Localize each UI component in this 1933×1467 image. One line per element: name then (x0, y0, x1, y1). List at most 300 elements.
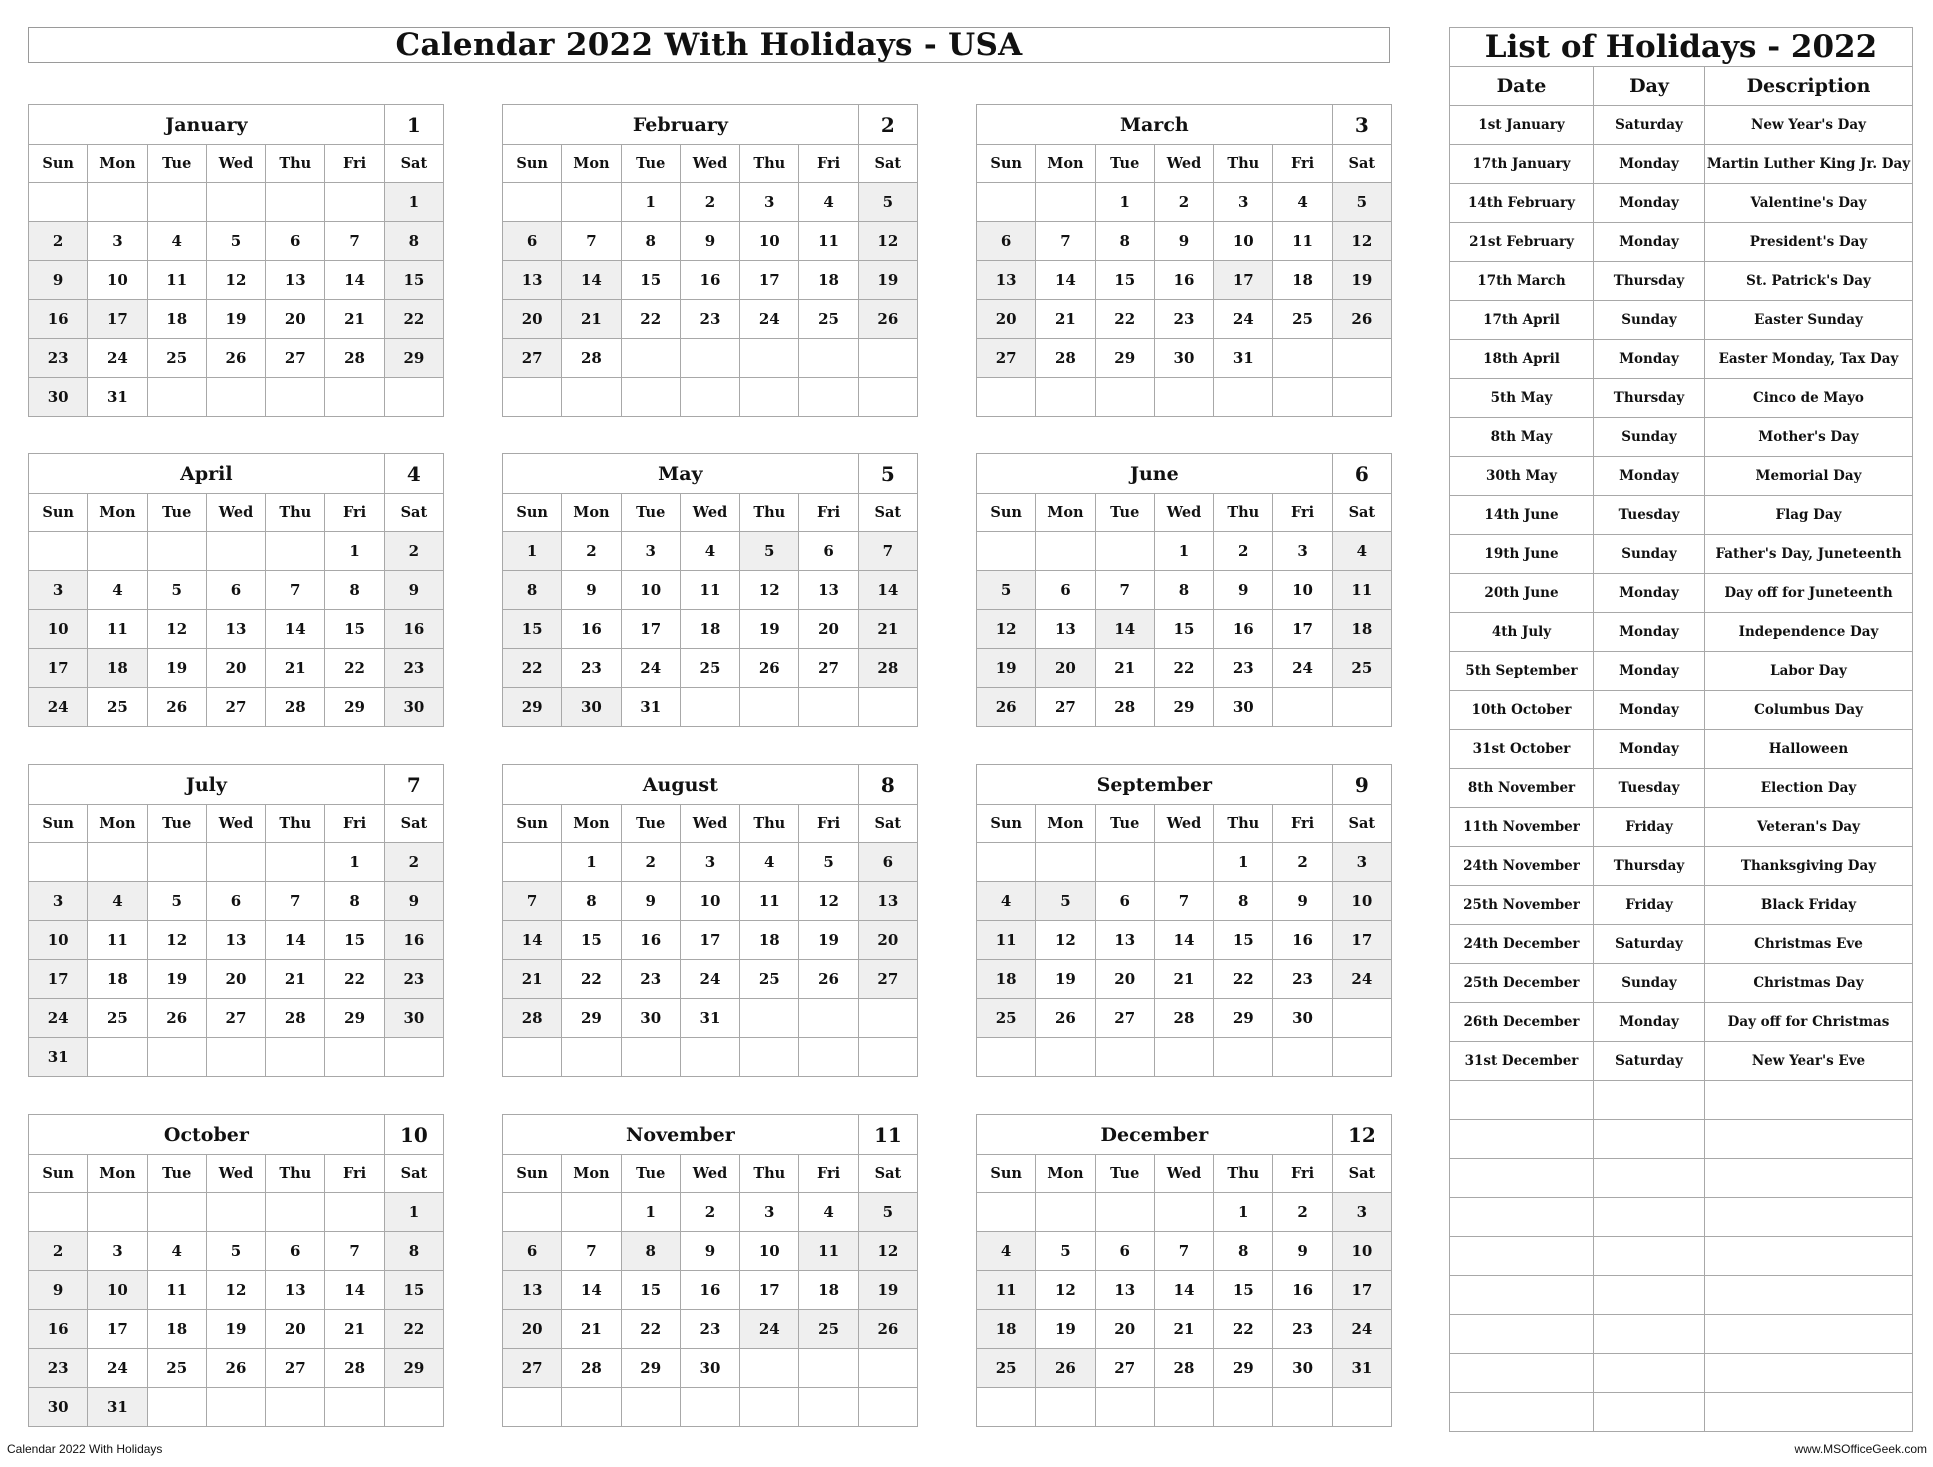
day-cell (562, 1388, 621, 1427)
holiday-row (1450, 1003, 1913, 1042)
day-cell (503, 1038, 562, 1077)
day-cell: 30 (1214, 688, 1273, 727)
day-cell: 11 (88, 921, 147, 960)
day-cell (325, 1388, 384, 1427)
day-cell (147, 183, 206, 222)
month-name: July (29, 765, 385, 805)
holiday-date: 26th December (1450, 1003, 1594, 1042)
weekday-header: Tue (147, 805, 206, 843)
day-cell: 30 (1273, 999, 1332, 1038)
day-cell: 25 (1273, 300, 1332, 339)
month-number: 9 (1332, 765, 1391, 805)
day-cell: 21 (1095, 649, 1154, 688)
weekday-header: Mon (1036, 805, 1095, 843)
day-cell: 1 (621, 1193, 680, 1232)
day-cell: 19 (977, 649, 1036, 688)
day-cell (621, 1038, 680, 1077)
holiday-row (1450, 535, 1913, 574)
day-cell: 13 (1095, 1271, 1154, 1310)
day-cell: 24 (1332, 1310, 1391, 1349)
day-cell (206, 1193, 265, 1232)
day-cell (562, 183, 621, 222)
day-cell: 30 (680, 1349, 739, 1388)
day-cell: 18 (740, 921, 799, 960)
day-cell: 28 (858, 649, 917, 688)
day-cell (740, 688, 799, 727)
weekday-header: Tue (147, 1155, 206, 1193)
day-cell: 4 (680, 532, 739, 571)
day-cell: 1 (1214, 1193, 1273, 1232)
day-cell (1154, 1388, 1213, 1427)
day-cell: 12 (147, 610, 206, 649)
holiday-row (1450, 301, 1913, 340)
holiday-description (1705, 1081, 1913, 1120)
holiday-day: Monday (1594, 223, 1705, 262)
day-cell (147, 1193, 206, 1232)
day-cell (325, 183, 384, 222)
holiday-day: Monday (1594, 691, 1705, 730)
day-cell: 9 (1273, 1232, 1332, 1271)
day-cell: 22 (1154, 649, 1213, 688)
day-cell: 24 (88, 339, 147, 378)
day-cell: 8 (384, 222, 443, 261)
day-cell: 9 (1273, 882, 1332, 921)
day-cell (799, 378, 858, 417)
day-cell: 27 (206, 688, 265, 727)
day-cell: 8 (621, 1232, 680, 1271)
weekday-header: Tue (1095, 805, 1154, 843)
holiday-row (1450, 145, 1913, 184)
day-cell (858, 378, 917, 417)
day-cell: 11 (977, 1271, 1036, 1310)
day-cell (88, 183, 147, 222)
day-cell (29, 1193, 88, 1232)
day-cell: 17 (88, 300, 147, 339)
day-cell: 5 (1036, 1232, 1095, 1271)
day-cell: 3 (88, 222, 147, 261)
day-cell: 6 (206, 571, 265, 610)
weekday-header: Thu (740, 145, 799, 183)
holiday-description (1705, 1315, 1913, 1354)
day-cell: 6 (503, 1232, 562, 1271)
day-cell: 22 (1214, 960, 1273, 999)
day-cell: 9 (29, 1271, 88, 1310)
holiday-day (1594, 1081, 1705, 1120)
day-cell: 20 (266, 1310, 325, 1349)
holiday-row (1450, 730, 1913, 769)
day-cell (1332, 339, 1391, 378)
day-cell (1095, 1388, 1154, 1427)
day-cell: 2 (621, 843, 680, 882)
day-cell: 4 (147, 1232, 206, 1271)
day-cell: 18 (799, 1271, 858, 1310)
day-cell: 18 (977, 1310, 1036, 1349)
day-cell: 31 (621, 688, 680, 727)
day-cell: 6 (977, 222, 1036, 261)
day-cell: 18 (1332, 610, 1391, 649)
day-cell (1095, 532, 1154, 571)
day-cell: 19 (206, 1310, 265, 1349)
holiday-day: Sunday (1594, 418, 1705, 457)
day-cell (1273, 339, 1332, 378)
day-cell: 28 (266, 688, 325, 727)
day-cell: 16 (562, 610, 621, 649)
holiday-row (1450, 1120, 1913, 1159)
day-cell: 11 (1332, 571, 1391, 610)
day-cell: 22 (621, 300, 680, 339)
day-cell: 24 (1273, 649, 1332, 688)
day-cell: 26 (206, 339, 265, 378)
holiday-description (1705, 1393, 1913, 1432)
day-cell: 19 (858, 261, 917, 300)
holiday-day (1594, 1159, 1705, 1198)
day-cell: 7 (1036, 222, 1095, 261)
day-cell (1332, 688, 1391, 727)
holiday-row (1450, 418, 1913, 457)
holiday-row (1450, 574, 1913, 613)
day-cell: 30 (621, 999, 680, 1038)
weekday-header: Thu (1214, 1155, 1273, 1193)
day-cell: 26 (858, 300, 917, 339)
day-cell: 24 (680, 960, 739, 999)
day-cell: 9 (384, 882, 443, 921)
month-name: February (503, 105, 859, 145)
day-cell: 18 (1273, 261, 1332, 300)
day-cell: 25 (740, 960, 799, 999)
day-cell: 10 (29, 610, 88, 649)
day-cell: 29 (621, 1349, 680, 1388)
holiday-date: 17th April (1450, 301, 1594, 340)
day-cell: 13 (503, 1271, 562, 1310)
holiday-description: Martin Luther King Jr. Day (1705, 145, 1913, 184)
day-cell: 7 (325, 1232, 384, 1271)
holiday-date: 31st October (1450, 730, 1594, 769)
holiday-date: 17th January (1450, 145, 1594, 184)
day-cell: 15 (1214, 921, 1273, 960)
day-cell (88, 532, 147, 571)
day-cell (977, 183, 1036, 222)
day-cell: 25 (1332, 649, 1391, 688)
day-cell: 26 (977, 688, 1036, 727)
day-cell: 12 (1332, 222, 1391, 261)
holiday-day: Friday (1594, 886, 1705, 925)
day-cell (858, 999, 917, 1038)
day-cell: 5 (147, 882, 206, 921)
day-cell: 14 (1154, 1271, 1213, 1310)
holiday-date (1450, 1237, 1594, 1276)
day-cell: 19 (858, 1271, 917, 1310)
day-cell: 9 (680, 222, 739, 261)
day-cell: 16 (680, 1271, 739, 1310)
holiday-date: 17th March (1450, 262, 1594, 301)
day-cell (680, 1388, 739, 1427)
weekday-header: Sun (29, 494, 88, 532)
weekday-header: Tue (621, 494, 680, 532)
holiday-description: Veteran's Day (1705, 808, 1913, 847)
day-cell (1036, 183, 1095, 222)
day-cell: 7 (562, 222, 621, 261)
day-cell: 14 (266, 921, 325, 960)
holiday-date: 25th December (1450, 964, 1594, 1003)
day-cell: 21 (325, 1310, 384, 1349)
holiday-description: Day off for Juneteenth (1705, 574, 1913, 613)
day-cell (740, 1349, 799, 1388)
day-cell: 2 (1154, 183, 1213, 222)
day-cell (740, 378, 799, 417)
weekday-header: Sat (384, 1155, 443, 1193)
day-cell: 3 (1332, 1193, 1391, 1232)
day-cell: 25 (147, 339, 206, 378)
day-cell: 17 (1273, 610, 1332, 649)
day-cell: 6 (1036, 571, 1095, 610)
day-cell: 16 (29, 1310, 88, 1349)
day-cell: 1 (325, 532, 384, 571)
day-cell (799, 688, 858, 727)
day-cell: 1 (1095, 183, 1154, 222)
day-cell: 8 (1154, 571, 1213, 610)
day-cell: 12 (206, 1271, 265, 1310)
day-cell: 4 (1273, 183, 1332, 222)
holiday-date: 1st January (1450, 106, 1594, 145)
day-cell: 20 (977, 300, 1036, 339)
day-cell: 24 (1332, 960, 1391, 999)
day-cell: 15 (621, 1271, 680, 1310)
holiday-row (1450, 691, 1913, 730)
day-cell: 29 (325, 999, 384, 1038)
day-cell: 23 (29, 339, 88, 378)
day-cell: 15 (325, 921, 384, 960)
holiday-row (1450, 1354, 1913, 1393)
weekday-header: Wed (206, 1155, 265, 1193)
holiday-day: Sunday (1594, 535, 1705, 574)
day-cell: 1 (384, 183, 443, 222)
holiday-day: Tuesday (1594, 496, 1705, 535)
day-cell: 31 (88, 1388, 147, 1427)
month-table-september (976, 764, 1392, 1077)
day-cell (147, 1038, 206, 1077)
holiday-date (1450, 1081, 1594, 1120)
day-cell: 7 (858, 532, 917, 571)
day-cell: 24 (740, 1310, 799, 1349)
day-cell: 13 (266, 261, 325, 300)
day-cell: 27 (206, 999, 265, 1038)
day-cell: 8 (1095, 222, 1154, 261)
month-name: September (977, 765, 1333, 805)
day-cell: 19 (147, 649, 206, 688)
day-cell: 25 (680, 649, 739, 688)
day-cell: 5 (977, 571, 1036, 610)
day-cell: 19 (799, 921, 858, 960)
day-cell: 29 (1095, 339, 1154, 378)
day-cell: 30 (384, 688, 443, 727)
day-cell: 23 (384, 960, 443, 999)
day-cell (147, 532, 206, 571)
weekday-header: Sat (858, 805, 917, 843)
day-cell: 2 (680, 1193, 739, 1232)
day-cell: 29 (1214, 999, 1273, 1038)
day-cell: 15 (384, 1271, 443, 1310)
weekday-header: Sat (1332, 145, 1391, 183)
day-cell: 16 (384, 921, 443, 960)
day-cell (680, 1038, 739, 1077)
day-cell: 21 (1154, 960, 1213, 999)
day-cell (266, 532, 325, 571)
day-cell: 31 (29, 1038, 88, 1077)
weekday-header: Sun (977, 494, 1036, 532)
day-cell: 2 (29, 222, 88, 261)
month-table-january (28, 104, 444, 417)
day-cell: 17 (88, 1310, 147, 1349)
day-cell (384, 378, 443, 417)
day-cell: 20 (503, 300, 562, 339)
holiday-list-title: List of Holidays - 2022 (1450, 28, 1913, 67)
day-cell: 19 (206, 300, 265, 339)
weekday-header: Fri (1273, 1155, 1332, 1193)
day-cell: 15 (1154, 610, 1213, 649)
holiday-row (1450, 1315, 1913, 1354)
day-cell: 27 (503, 339, 562, 378)
day-cell: 29 (562, 999, 621, 1038)
day-cell: 7 (266, 571, 325, 610)
day-cell: 7 (325, 222, 384, 261)
day-cell: 31 (1214, 339, 1273, 378)
weekday-header: Sun (977, 1155, 1036, 1193)
day-cell: 24 (29, 999, 88, 1038)
day-cell: 1 (1214, 843, 1273, 882)
day-cell: 1 (503, 532, 562, 571)
day-cell (740, 1038, 799, 1077)
month-number: 11 (858, 1115, 917, 1155)
day-cell: 3 (29, 882, 88, 921)
day-cell (1214, 1388, 1273, 1427)
holiday-date (1450, 1159, 1594, 1198)
day-cell: 27 (1095, 1349, 1154, 1388)
month-table-october (28, 1114, 444, 1427)
day-cell: 10 (680, 882, 739, 921)
day-cell: 17 (1332, 921, 1391, 960)
day-cell: 25 (88, 999, 147, 1038)
day-cell: 31 (680, 999, 739, 1038)
day-cell: 14 (562, 261, 621, 300)
day-cell: 7 (266, 882, 325, 921)
day-cell: 19 (1036, 960, 1095, 999)
weekday-header: Thu (1214, 805, 1273, 843)
day-cell: 14 (858, 571, 917, 610)
holiday-date: 10th October (1450, 691, 1594, 730)
holiday-day: Monday (1594, 730, 1705, 769)
month-number: 12 (1332, 1115, 1391, 1155)
day-cell: 29 (384, 339, 443, 378)
day-cell: 25 (799, 300, 858, 339)
holiday-date: 8th May (1450, 418, 1594, 457)
day-cell: 15 (1095, 261, 1154, 300)
holiday-date (1450, 1198, 1594, 1237)
day-cell (799, 1388, 858, 1427)
day-cell: 14 (325, 261, 384, 300)
day-cell: 30 (562, 688, 621, 727)
day-cell: 30 (384, 999, 443, 1038)
day-cell (680, 378, 739, 417)
month-table-november (502, 1114, 918, 1427)
holiday-description: St. Patrick's Day (1705, 262, 1913, 301)
day-cell: 5 (1332, 183, 1391, 222)
day-cell: 22 (384, 1310, 443, 1349)
day-cell: 17 (1332, 1271, 1391, 1310)
day-cell (858, 1388, 917, 1427)
day-cell (1273, 688, 1332, 727)
day-cell (977, 1388, 1036, 1427)
day-cell: 16 (621, 921, 680, 960)
day-cell (680, 339, 739, 378)
weekday-header: Fri (799, 145, 858, 183)
day-cell: 26 (147, 999, 206, 1038)
weekday-header: Mon (1036, 494, 1095, 532)
day-cell (740, 999, 799, 1038)
day-cell (858, 1038, 917, 1077)
holiday-row (1450, 1159, 1913, 1198)
day-cell: 28 (325, 339, 384, 378)
day-cell: 11 (147, 261, 206, 300)
day-cell (503, 843, 562, 882)
holiday-date (1450, 1354, 1594, 1393)
holiday-date (1450, 1120, 1594, 1159)
day-cell: 3 (1214, 183, 1273, 222)
day-cell: 12 (858, 222, 917, 261)
day-cell: 8 (1214, 1232, 1273, 1271)
day-cell: 9 (621, 882, 680, 921)
day-cell (1154, 378, 1213, 417)
day-cell: 28 (503, 999, 562, 1038)
month-name: October (29, 1115, 385, 1155)
holiday-description (1705, 1198, 1913, 1237)
day-cell (1332, 999, 1391, 1038)
day-cell: 10 (1214, 222, 1273, 261)
day-cell (206, 532, 265, 571)
weekday-header: Thu (1214, 145, 1273, 183)
day-cell: 27 (1095, 999, 1154, 1038)
day-cell: 10 (29, 921, 88, 960)
page-title: Calendar 2022 With Holidays - USA (28, 27, 1390, 63)
day-cell: 3 (29, 571, 88, 610)
day-cell (799, 339, 858, 378)
day-cell: 17 (1214, 261, 1273, 300)
day-cell (1036, 1388, 1095, 1427)
holiday-row (1450, 769, 1913, 808)
day-cell (1273, 1038, 1332, 1077)
day-cell: 22 (503, 649, 562, 688)
day-cell: 20 (266, 300, 325, 339)
day-cell: 6 (503, 222, 562, 261)
holiday-description (1705, 1159, 1913, 1198)
day-cell: 3 (680, 843, 739, 882)
holiday-description: Easter Sunday (1705, 301, 1913, 340)
day-cell: 21 (325, 300, 384, 339)
day-cell (799, 1349, 858, 1388)
weekday-header: Mon (1036, 1155, 1095, 1193)
holiday-day (1594, 1198, 1705, 1237)
weekday-header: Sat (1332, 1155, 1391, 1193)
month-name: December (977, 1115, 1333, 1155)
holiday-description: Day off for Christmas (1705, 1003, 1913, 1042)
holiday-day: Sunday (1594, 301, 1705, 340)
day-cell: 4 (740, 843, 799, 882)
day-cell (680, 688, 739, 727)
day-cell: 31 (88, 378, 147, 417)
holiday-day: Saturday (1594, 1042, 1705, 1081)
day-cell: 28 (1154, 999, 1213, 1038)
weekday-header: Sat (1332, 494, 1391, 532)
weekday-header: Thu (266, 805, 325, 843)
